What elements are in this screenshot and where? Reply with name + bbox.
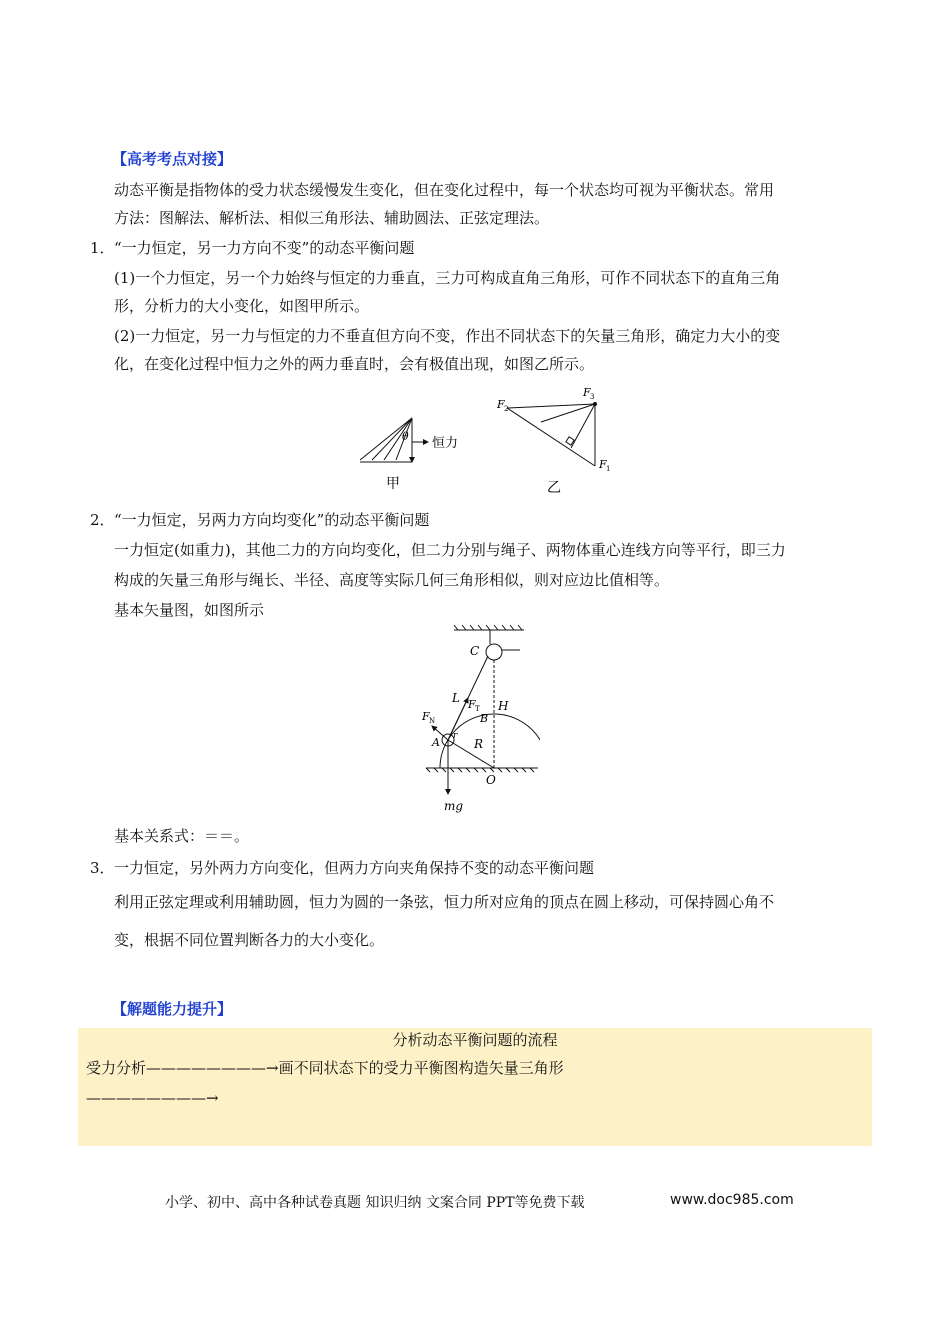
item3-title: 一力恒定，另外两力方向变化，但两力方向夹角保持不变的动态平衡问题	[114, 859, 595, 877]
figure-jia	[350, 410, 470, 500]
item3-number: 3．	[90, 859, 115, 877]
intro-line-1: 动态平衡是指物体的受力状态缓慢发生变化，但在变化过程中，每一个状态均可视为平衡状态。常用	[114, 181, 775, 199]
f3-label: F	[583, 386, 591, 399]
f1-subscript: 1	[606, 465, 611, 473]
label-fn: F	[422, 710, 430, 723]
item1-p1-line1: (1)一个力恒定，另一个力始终与恒定的力垂直，三力可构成直角三角形，可作不同状态下的直角三角	[114, 269, 781, 287]
flow-box	[78, 1028, 872, 1146]
label-c: C	[470, 644, 480, 658]
label-r-small: r	[453, 731, 458, 741]
label-ft-sub: T	[475, 705, 480, 713]
intro-line-2: 方法：图解法、解析法、相似三角形法、辅助圆法、正弦定理法。	[114, 209, 550, 227]
item2-relation: 基本关系式：＝＝。	[114, 827, 250, 845]
label-mg: mg	[444, 799, 464, 813]
constant-force-label: 恒力	[432, 436, 459, 451]
label-fn-sub: N	[429, 717, 436, 725]
flow-box-title: 分析动态平衡问题的流程	[392, 1031, 558, 1049]
item2-fig-intro: 基本矢量图，如图所示	[114, 601, 265, 619]
f2-subscript: 2	[504, 405, 509, 413]
item2-title: “一力恒定，另两力方向均变化”的动态平衡问题	[114, 511, 430, 529]
label-a: A	[432, 736, 440, 749]
footer-url[interactable]: www.doc985.com	[670, 1192, 794, 1208]
label-r-big: R	[474, 737, 484, 751]
item3-p-line2: 变，根据不同位置判断各力的大小变化。	[114, 931, 385, 949]
label-h: H	[498, 699, 509, 713]
section-heading-exam-points: 【高考考点对接】	[112, 150, 233, 168]
f3-subscript: 3	[590, 393, 595, 401]
theta-label: θ	[402, 430, 409, 443]
item3-p-line1: 利用正弦定理或利用辅助圆，恒力为圆的一条弦，恒力所对应角的顶点在圆上移动，可保持圆心角不	[114, 893, 775, 911]
item2-p-line1: 一力恒定(如重力)，其他二力的方向均变化，但二力分别与绳子、两物体重心连线方向等平行，即三力	[114, 541, 786, 559]
section-heading-ability: 【解题能力提升】	[112, 1000, 233, 1018]
figure-yi-caption: 乙	[547, 480, 561, 496]
item1-number: 1．	[90, 239, 115, 257]
flow-line-2: ————————→	[86, 1089, 219, 1107]
f1-label: F	[599, 458, 607, 471]
label-l: L	[452, 691, 460, 705]
item1-title: “一力恒定，另一力方向不变”的动态平衡问题	[114, 239, 415, 257]
figure-yi	[495, 382, 625, 497]
item2-p-line2: 构成的矢量三角形与绳长、半径、高度等实际几何三角形相似，则对应边比值相等。	[114, 571, 670, 589]
figure-basic-vector	[420, 622, 540, 817]
f2-label: F	[497, 398, 505, 411]
label-ft: F	[468, 698, 476, 711]
figure-jia-caption: 甲	[386, 476, 400, 492]
item1-p1-line2: 形，分析力的大小变化，如图甲所示。	[114, 297, 370, 315]
item1-p2-line2: 化，在变化过程中恒力之外的两力垂直时，会有极值出现，如图乙所示。	[114, 355, 595, 373]
label-o: O	[486, 773, 496, 787]
label-b: B	[480, 712, 489, 725]
flow-line-1: 受力分析————————→画不同状态下的受力平衡图构造矢量三角形	[86, 1059, 564, 1077]
item2-number: 2．	[90, 511, 115, 529]
footer-text: 小学、初中、高中各种试卷真题 知识归纳 文案合同 PPT等免费下载	[165, 1195, 585, 1211]
item1-p2-line1: (2)一力恒定，另一力与恒定的力不垂直但方向不变，作出不同状态下的矢量三角形，确定力大小的变	[114, 327, 781, 345]
